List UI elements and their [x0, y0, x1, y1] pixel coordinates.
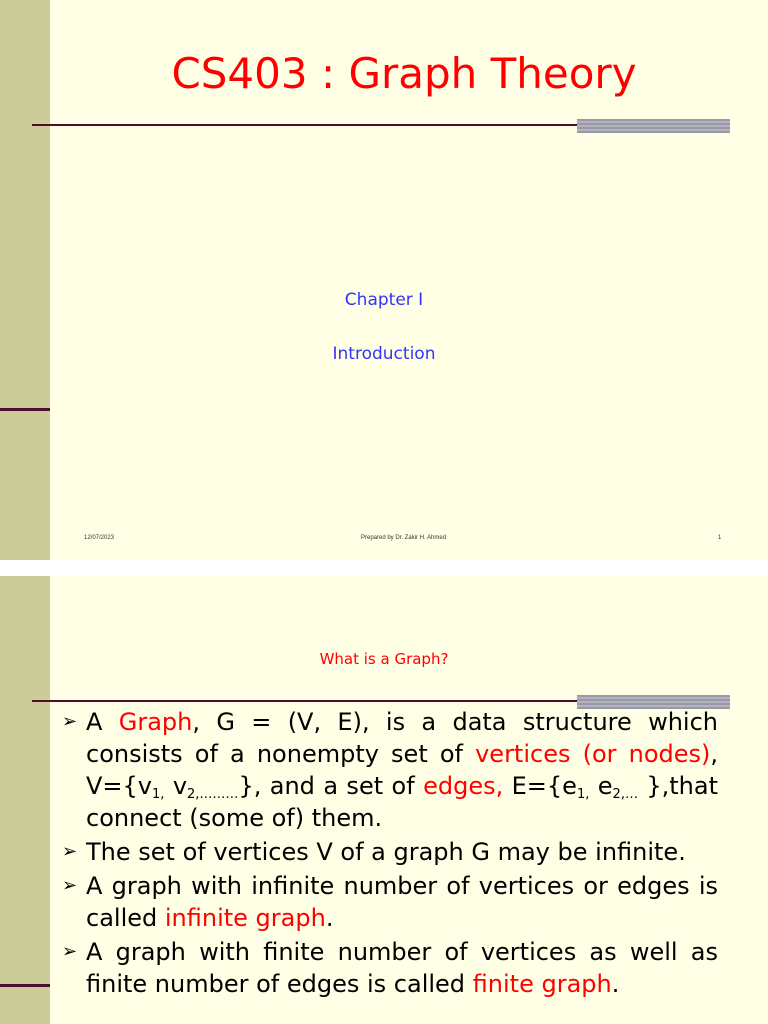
- arrow-bullet-icon: ➢: [62, 711, 78, 732]
- slide-title: CS403 : Graph Theory: [171, 49, 637, 98]
- footer-author: Prepared by Dr. Zakir H. Ahmed: [361, 535, 447, 541]
- slide-heading: What is a Graph?: [319, 650, 449, 668]
- bullet-item: ➢ A graph with infinite number of vertices or edges is called infinite graph.: [62, 872, 718, 932]
- arrow-bullet-icon: ➢: [62, 941, 78, 962]
- slide-2: [0, 576, 768, 1024]
- sidebar-divider: [0, 408, 50, 411]
- title-rule-accent: [577, 119, 730, 133]
- bullet-item: ➢ The set of vertices V of a graph G may be infinite.: [62, 838, 686, 866]
- chapter-subtitle: Introduction: [332, 344, 436, 364]
- heading-rule: [32, 700, 577, 702]
- arrow-bullet-icon: ➢: [62, 875, 78, 896]
- footer-date: 12/07/2023: [84, 535, 115, 541]
- sidebar-bar: [0, 576, 50, 1024]
- bullet-item: ➢ A graph with finite number of vertices as well as finite number of edges is called finite graph.: [62, 938, 718, 998]
- bullet-item: ➢ A Graph, G = (V, E), is a data structure which consists of a nonempty set of vertices (or nodes), $V=\{v_{1,}$ $v_{2,\dots\dots\dots}$}, and a set of edges, $E=\{e_{1,}$ $e_{2,\dots}$ },that connect (some of) them.: [62, 708, 719, 832]
- arrow-bullet-icon: ➢: [62, 841, 78, 862]
- bullet-list: [58, 706, 718, 1002]
- sidebar-divider: [0, 984, 50, 987]
- title-rule: [32, 124, 577, 126]
- sidebar-bar: [0, 0, 50, 560]
- footer-page-number: 1: [718, 535, 722, 541]
- chapter-label: Chapter I: [344, 290, 424, 310]
